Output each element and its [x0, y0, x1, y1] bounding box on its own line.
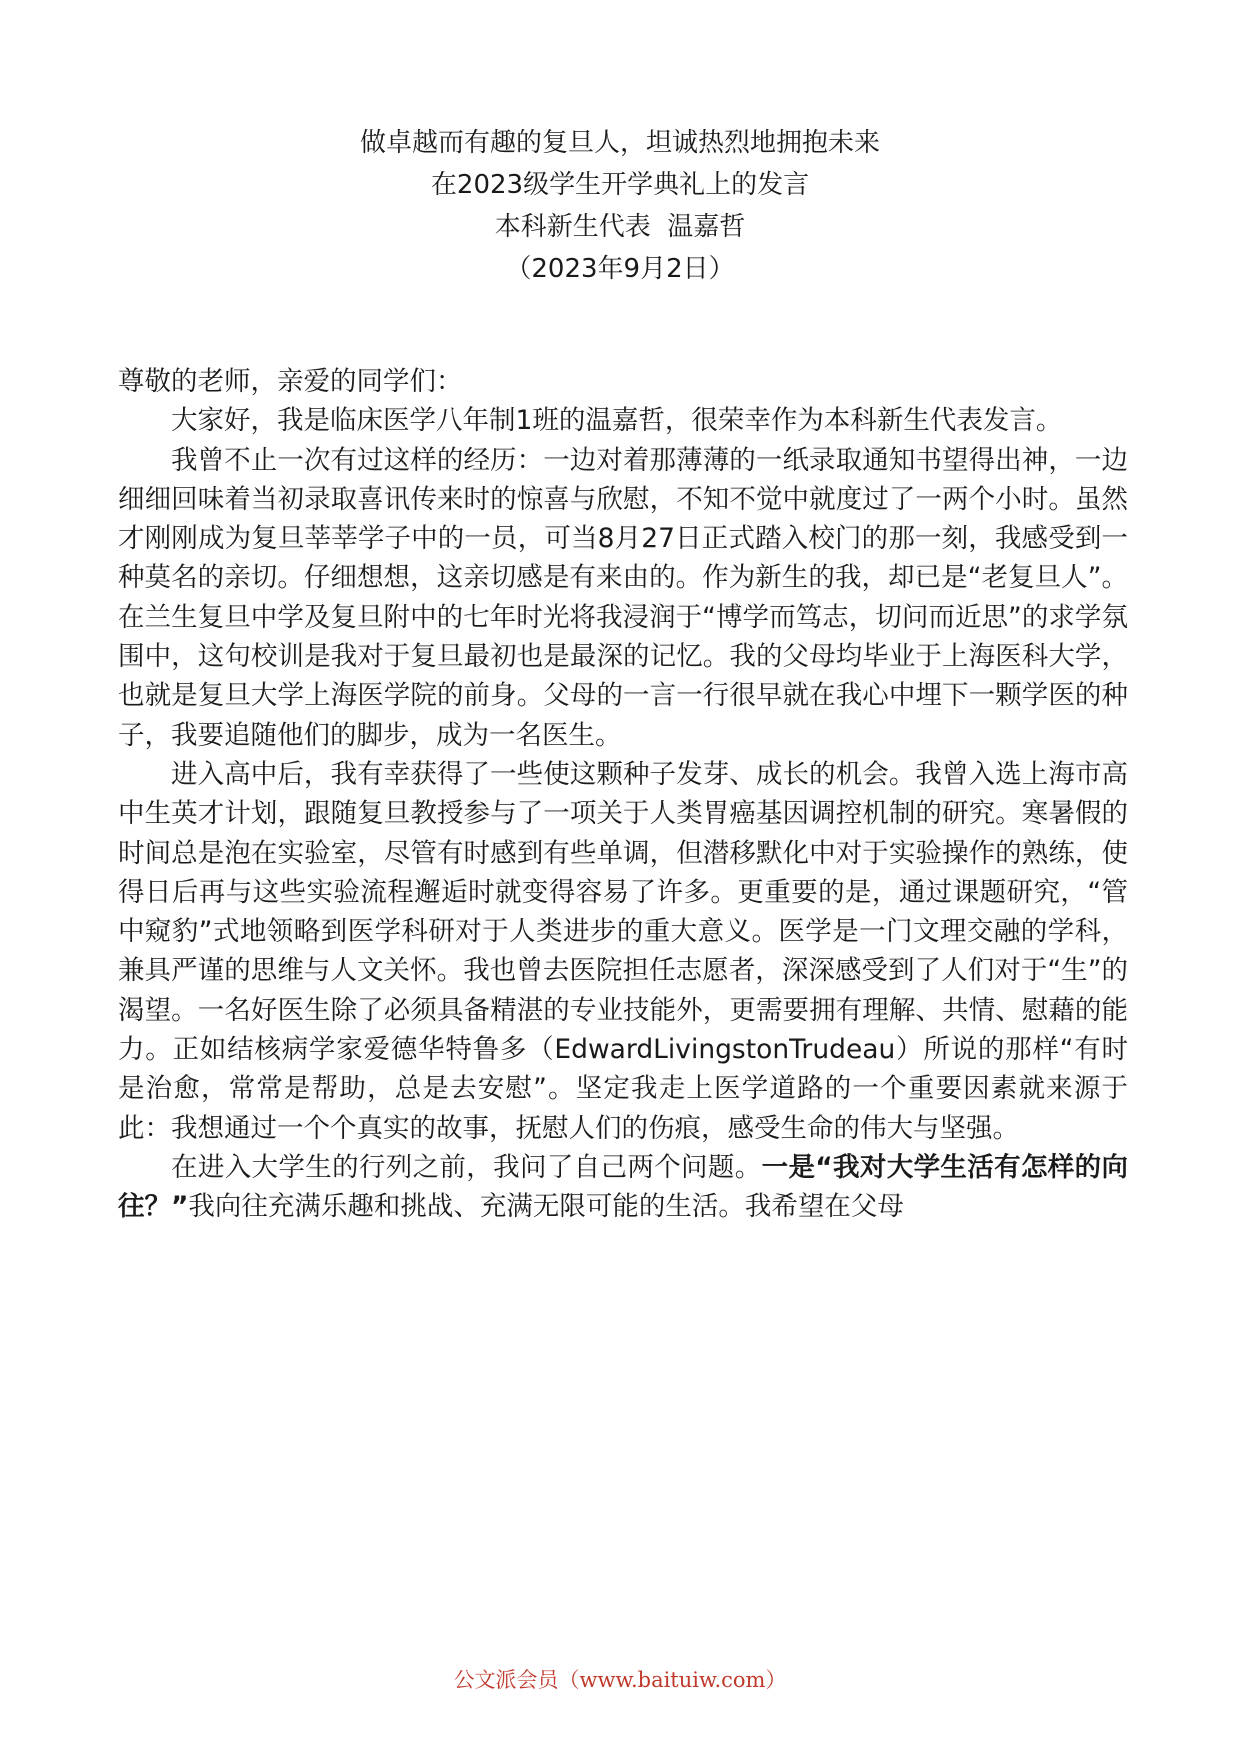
- paragraph-4-rest: 我向往充满乐趣和挑战、充满无限可能的生活。我希望在父母: [188, 1191, 904, 1223]
- paragraph-1: 大家好，我是临床医学八年制1班的温嘉哲，很荣幸作为本科新生代表发言。: [171, 405, 1063, 437]
- paragraph-4: [118, 1148, 1128, 1227]
- speech-date: （2023年9月2日）: [505, 254, 735, 284]
- paragraph-4-question: 一是“我对大学生活有怎样的向往？”: [118, 1151, 1128, 1223]
- greeting: 尊敬的老师，亲爱的同学们：: [118, 366, 463, 397]
- speaker-line: 本科新生代表 温嘉哲: [494, 212, 746, 242]
- speech-body: [118, 362, 1128, 1227]
- speech-subtitle: 在2023级学生开学典礼上的发言: [430, 170, 810, 200]
- paragraph-4-lead: 在进入大学生的行列之前，我问了自己两个问题。: [171, 1151, 762, 1183]
- watermark-footer: 公文派会员（www.baituiw.com）: [453, 1668, 787, 1692]
- paragraph-3: 进入高中后，我有幸获得了一些使这颗种子发芽、成长的机会。我曾入选上海市高中生英才计划，跟随复旦教授参与了一项关于人类胃癌基因调控机制的研究。寒暑假的时间总是泡在实验室，尽管有时感到有些单调，但潜移默化中对于实验操作的熟练，使得日后再与这些实验流程邂逅时就变得容易了许多。更重要的是，通过课题研究，“管中窥豹”式地领略到医学科研对于人类进步的重大意义。医学是一门文理交融的学科，兼具严谨的思维与人文关怀。我也曾去医院担任志愿者，深深感受到了人们对于“生”的渴望。一名好医生除了必须具备精湛的专业技能外，更需要拥有理解、共情、慰藉的能力。正如结核病学家爱德华特鲁多（EdwardLivingstonTrudeau）所说的那样“有时是治愈，常常是帮助，总是去安慰”。坚定我走上医学道路的一个重要因素就来源于此：我想通过一个个真实的故事，抚慰人们的伤痕，感受生命的伟大与坚强。: [118, 758, 1128, 1144]
- paragraph-2: 我曾不止一次有过这样的经历：一边对着那薄薄的一纸录取通知书望得出神，一边细细回味着当初录取喜讯传来时的惊喜与欣慰，不知不觉中就度过了一两个小时。虽然才刚刚成为复旦莘莘学子中的一员，可当8月27日正式踏入校门的那一刻，我感受到一种莫名的亲切。仔细想想，这亲切感是有来由的。作为新生的我，却已是“老复旦人”。在兰生复旦中学及复旦附中的七年时光将我浸润于“博学而笃志，切问而近思”的求学氛围中，这句校训是我对于复旦最初也是最深的记忆。我的父母均毕业于上海医科大学，也就是复旦大学上海医学院的前身。父母的一言一行很早就在我心中埋下一颗学医的种子，我要追随他们的脚步，成为一名医生。: [118, 444, 1128, 751]
- speech-title: 做卓越而有趣的复旦人，坦诚热烈地拥抱未来: [359, 128, 880, 158]
- title-block: [0, 122, 1240, 290]
